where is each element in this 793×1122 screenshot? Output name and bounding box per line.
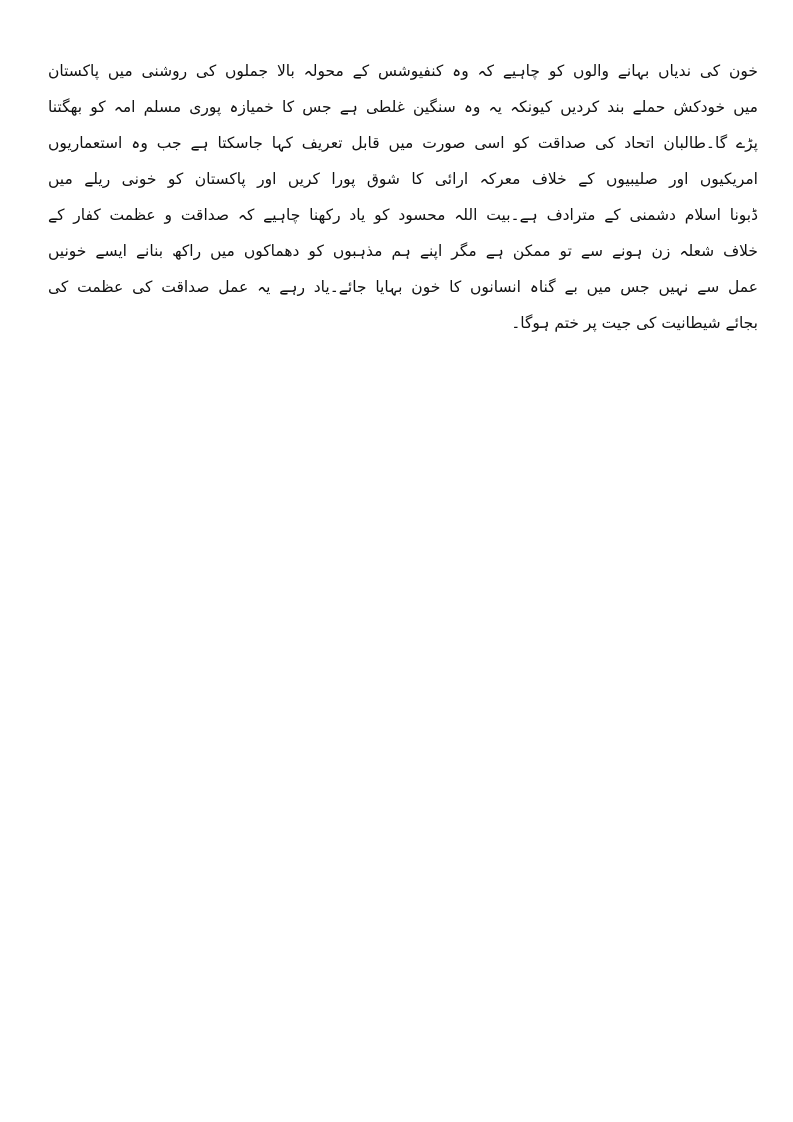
paragraph-line-1: خون کی ندیاں بہانے والوں کو چاہیے کہ وہ کنفیوشس کے محولہ بالا جملوں کی روشنی میں پاکستان [48,62,758,80]
paragraph-line-8: بجائے شیطانیت کی جیت پر ختم ہوگا۔ [511,314,758,332]
paragraph-line-2: میں خودکش حملے بند کردیں کیونکہ یہ وہ سنگین غلطی ہے جس کا خمیازہ پوری مسلم امہ کو بھگتنا [48,98,758,116]
paragraph-line-5: ڈبونا اسلام دشمنی کے مترادف ہے۔بیت اللہ محسود کو یاد رکھنا چاہیے کہ صداقت و عظمت کفار کے [48,206,758,224]
paragraph-line-6: خلاف شعلہ زن ہونے سے تو ممکن ہے مگر اپنے ہم مذہبوں کو دھماکوں میں راکھ بنانے ایسے خونیں [48,242,758,260]
urdu-paragraph [48,53,758,341]
paragraph-line-4: امریکیوں اور صلیبیوں کے خلاف معرکہ ارائی کا شوق پورا کریں اور پاکستان کو خونی ریلے میں [48,170,758,188]
paragraph-line-3: پڑے گا۔طالبان اتحاد کی صداقت کو اسی صورت میں قابل تعریف کہا جاسکتا ہے جب وہ استعماریوں [48,134,758,152]
paragraph-line-7: عمل سے نہیں جس میں بے گناہ انسانوں کا خون بہایا جائے۔یاد رہے یہ عمل صداقت کی عظمت کی [48,278,758,296]
